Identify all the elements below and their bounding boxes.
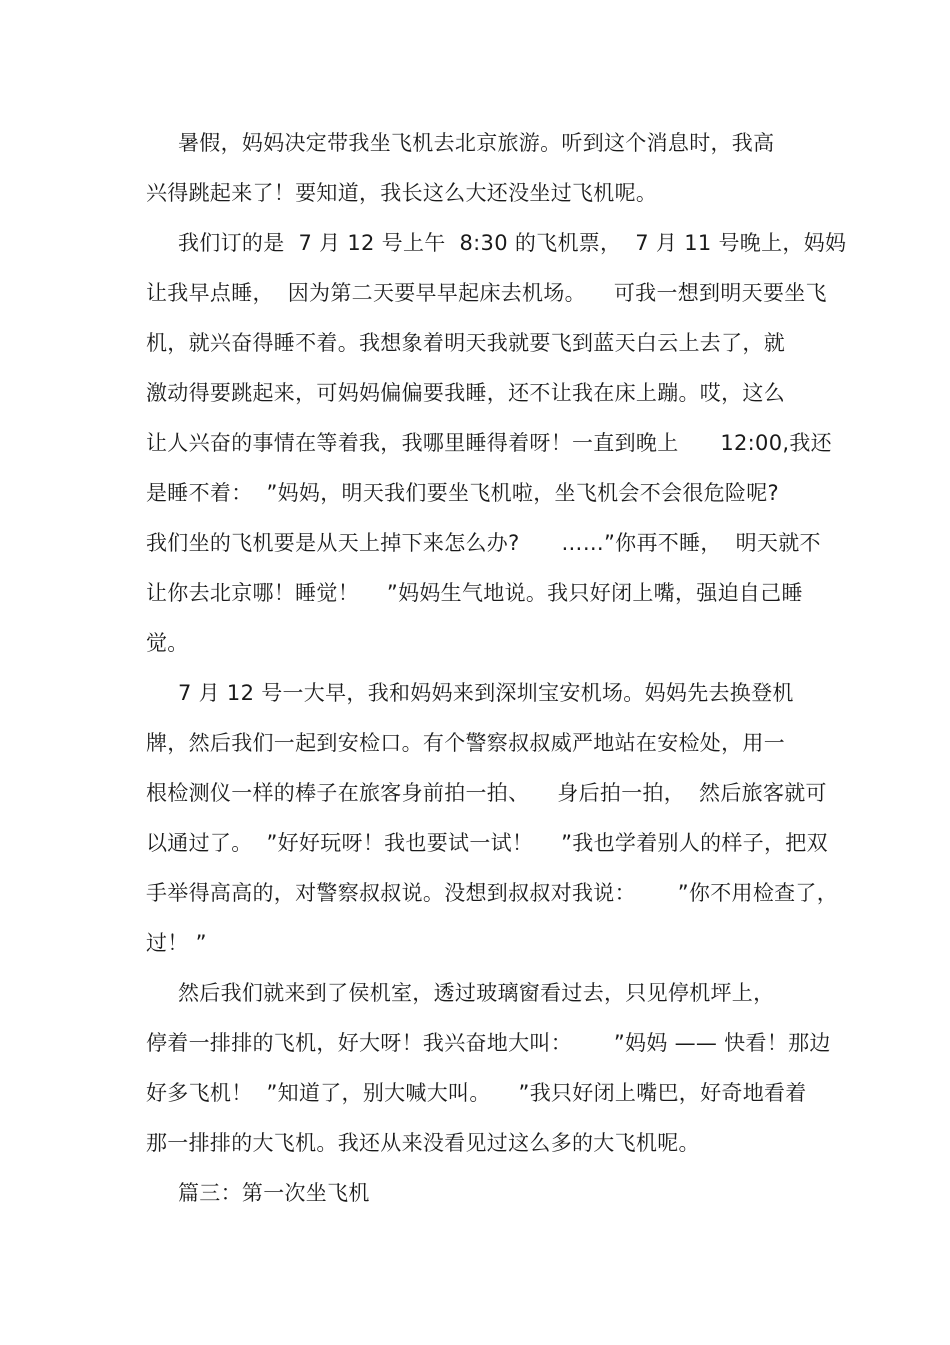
paragraph-3-line-5: 手举得高高的，对警察叔叔说。没想到叔叔对我说： ”你不用检查了， [146, 881, 839, 905]
section-heading: 篇三：第一次坐飞机 [178, 1181, 370, 1205]
paragraph-3-line-6: 过！ ” [146, 931, 207, 955]
paragraph-2-line-2: 让我早点睡， 因为第二天要早早起床去机场。 可我一想到明天要坐飞 [146, 281, 827, 305]
paragraph-2-line-5: 让人兴奋的事情在等着我，我哪里睡得着呀！一直到晚上 12:00,我还 [146, 431, 832, 455]
paragraph-4-line-1: 然后我们就来到了侯机室，透过玻璃窗看过去，只见停机坪上， [178, 981, 775, 1005]
paragraph-4-line-3: 好多飞机！ ”知道了，别大喊大叫。 ”我只好闭上嘴巴，好奇地看着 [146, 1081, 807, 1105]
paragraph-2-line-1: 我们订的是 7 月 12 号上午 8:30 的飞机票， 7 月 11 号晚上，妈妈 [178, 231, 847, 255]
paragraph-4-line-4: 那一排排的大飞机。我还从来没看见过这么多的大飞机呢。 [146, 1131, 700, 1155]
paragraph-1-line-2: 兴得跳起来了！要知道，我长这么大还没坐过飞机呢。 [146, 181, 658, 205]
paragraph-3-line-4: 以通过了。 ”好好玩呀！我也要试一试！ ”我也学着别人的样子，把双 [146, 831, 828, 855]
paragraph-3-line-2: 牌，然后我们一起到安检口。有个警察叔叔威严地站在安检处，用一 [146, 731, 785, 755]
paragraph-2-line-6: 是睡不着： ”妈妈，明天我们要坐飞机啦，坐飞机会不会很危险呢? [146, 481, 779, 505]
paragraph-4-line-2: 停着一排排的飞机，好大呀！我兴奋地大叫： ”妈妈 —— 快看！那边 [146, 1031, 831, 1055]
paragraph-3-line-1: 7 月 12 号一大早，我和妈妈来到深圳宝安机场。妈妈先去换登机 [178, 681, 794, 705]
paragraph-2-line-4: 激动得要跳起来，可妈妈偏偏要我睡，还不让我在床上蹦。哎，这么 [146, 381, 785, 405]
paragraph-2-line-9: 觉。 [146, 631, 189, 655]
paragraph-1-line-1: 暑假，妈妈决定带我坐飞机去北京旅游。听到这个消息时，我高 [178, 131, 775, 155]
paragraph-3-line-3: 根检测仪一样的棒子在旅客身前拍一拍、 身后拍一拍， 然后旅客就可 [146, 781, 827, 805]
paragraph-2-line-8: 让你去北京哪！睡觉！ ”妈妈生气地说。我只好闭上嘴，强迫自己睡 [146, 581, 803, 605]
paragraph-2-line-7: 我们坐的飞机要是从天上掉下来怎么办? ……”你再不睡， 明天就不 [146, 531, 821, 555]
paragraph-2-line-3: 机，就兴奋得睡不着。我想象着明天我就要飞到蓝天白云上去了，就 [146, 331, 785, 355]
